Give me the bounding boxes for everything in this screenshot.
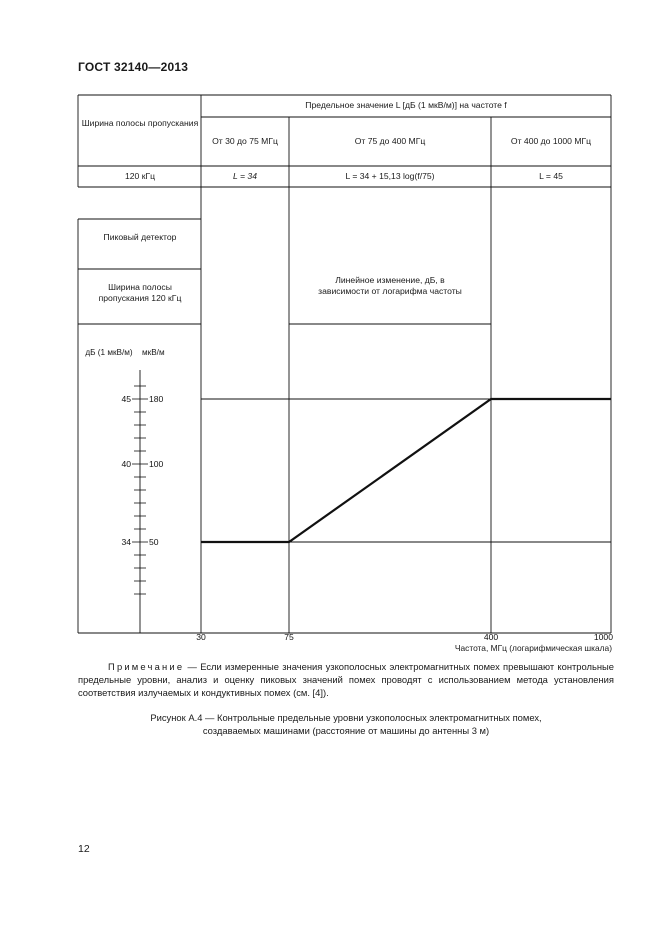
row-value-1: L = 34 [233,171,257,181]
y-tick-label-db: 45 [121,394,131,404]
row-value-3: L = 45 [539,171,563,181]
detector-label: Пиковый детектор [103,232,177,242]
limit-line [201,399,611,542]
x-tick-label: 75 [284,632,294,642]
y-tick-label-db: 40 [121,459,131,469]
y-tick-label-uv: 50 [149,537,159,547]
caption-line-1: Рисунок А.4 — Контрольные предельные уровни узкополосных электромагнитных помех, [150,712,542,723]
x-axis-label: Частота, МГц (логарифмическая шкала) [454,643,612,653]
y-unit-db: дБ (1 мкВ/м) [85,348,133,357]
col-30-75: От 30 до 75 МГц [212,136,278,146]
y-tick-label-uv: 180 [149,394,164,404]
note-text: — Если измеренные значения узкополосных электромагнитных помех превышают контрольные предельные уровни, анализ и оценку пиковых значений помех проводят с использованием метода установления соответствия излучаемых и кондуктивных помех (см. [4]). [78,661,614,698]
note-label: Примечание [108,661,185,672]
row-value-2: L = 34 + 15,13 log(f/75) [345,171,435,181]
x-tick-label: 30 [196,632,206,642]
head-limit: Предельное значение L [дБ (1 мкВ/м)] на частоте f [305,100,507,110]
bandwidth-label: Ширина полосы пропускания 120 кГц [98,282,182,303]
figure-caption [78,711,614,737]
x-tick-label: 400 [483,632,499,642]
y-unit-uv: мкВ/м [142,348,165,357]
document-header: ГОСТ 32140—2013 [78,60,189,74]
caption-line-2: создаваемых машинами (расстояние от машины до антенны 3 м) [202,725,490,736]
col-400-1000: От 400 до 1000 МГц [510,136,592,146]
page-number: 12 [78,843,90,855]
note [78,660,614,699]
mid-annotation: Линейное изменение, дБ, в зависимости от логарифма частоты [318,275,462,296]
y-tick-label-db: 34 [121,537,131,547]
row-bandwidth: 120 кГц [124,171,156,181]
y-tick-label-uv: 100 [149,459,164,469]
col-75-400: От 75 до 400 МГц [354,136,426,146]
x-tick-label: 1000 [593,632,613,642]
head-bandwidth: Ширина полосы пропускания [81,118,199,128]
